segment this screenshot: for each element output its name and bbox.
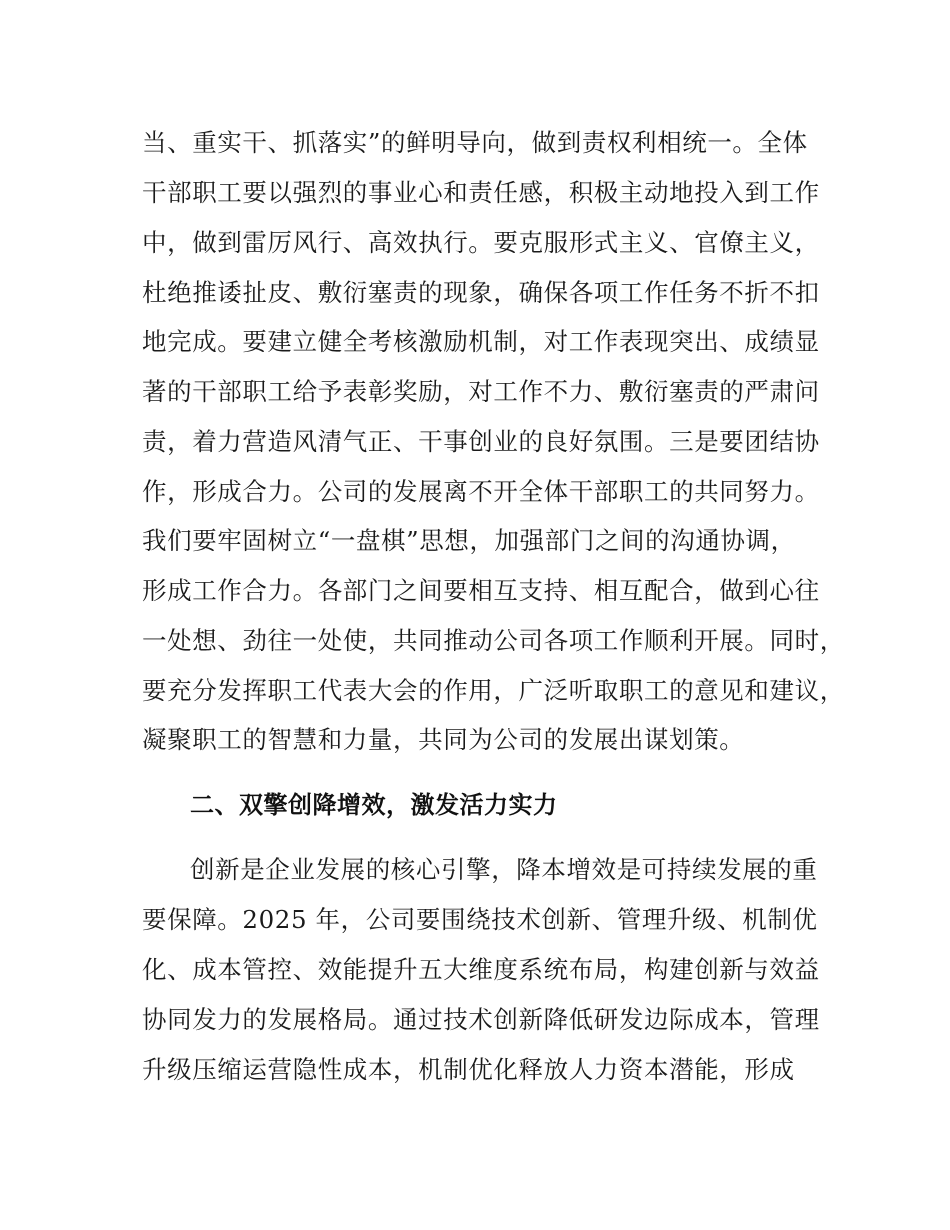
paragraph-line: 一处想、劲往一处使，共同推动公司各项工作顺利开展。同时， [142, 626, 845, 655]
paragraph-line: 凝聚职工的智慧和力量，共同为公司的发展出谋划策。 [142, 725, 745, 754]
paragraph-line: 当、重实干、抓落实”的鲜明导向，做到责权利相统一。全体 [142, 128, 808, 157]
paragraph-line: 著的干部职工给予表彰奖励，对工作不力、敷衍塞责的严肃问 [142, 377, 820, 406]
paragraph-line: 要充分发挥职工代表大会的作用，广泛听取职工的意见和建议， [142, 676, 845, 705]
section-heading: 二、双擎创降增效，激发活力实力 [190, 791, 558, 819]
paragraph-line: 化、成本管控、效能提升五大维度系统布局，构建创新与效益 [142, 955, 820, 984]
paragraph-line: 杜绝推诿扯皮、敷衍塞责的现象，确保各项工作任务不折不扣 [142, 278, 820, 307]
paragraph-line: 作，形成合力。公司的发展离不开全体干部职工的共同努力。 [142, 477, 820, 506]
paragraph-line: 创新是企业发展的核心引擎，降本增效是可持续发展的重 [190, 855, 818, 884]
paragraph-line: 要保障。2025 年，公司要围绕技术创新、管理升级、机制优 [142, 905, 818, 934]
paragraph-line: 责，着力营造风清气正、干事创业的良好氛围。三是要团结协 [142, 427, 820, 456]
paragraph-line: 干部职工要以强烈的事业心和责任感，积极主动地投入到工作 [142, 178, 820, 207]
paragraph-line: 我们要牢固树立“一盘棋”思想，加强部门之间的沟通协调， [142, 526, 796, 555]
paragraph-line: 中，做到雷厉风行、高效执行。要克服形式主义、官僚主义， [142, 228, 820, 257]
paragraph-line: 地完成。要建立健全考核激励机制，对工作表现突出、成绩显 [142, 327, 820, 356]
paragraph-line: 升级压缩运营隐性成本，机制优化释放人力资本潜能，形成 [142, 1055, 795, 1084]
paragraph-line: 协同发力的发展格局。通过技术创新降低研发边际成本，管理 [142, 1005, 820, 1034]
paragraph-line: 形成工作合力。各部门之间要相互支持、相互配合，做到心往 [142, 576, 820, 605]
